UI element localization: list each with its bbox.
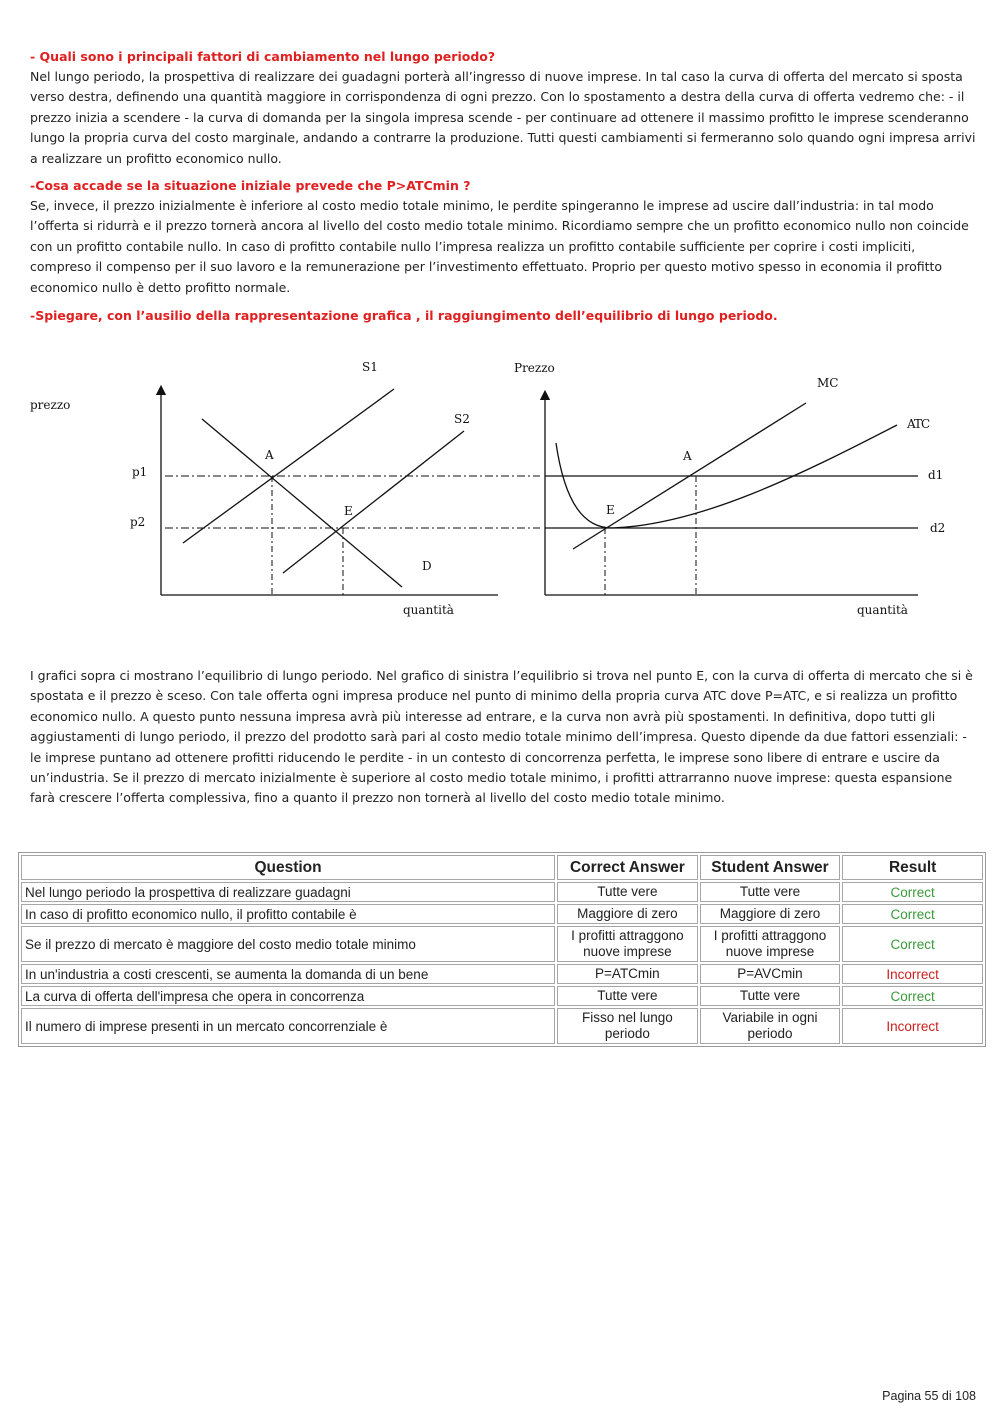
question-heading-2: -Cosa accade se la situazione iniziale prevede che P>ATCmin ? bbox=[30, 178, 471, 193]
cell-correct-answer: P=ATCmin bbox=[557, 964, 698, 984]
cell-result: Incorrect bbox=[842, 1008, 983, 1044]
section-initial-situation bbox=[30, 176, 978, 298]
market-x-label: quantità bbox=[403, 603, 454, 617]
cell-question: Nel lungo periodo la prospettiva di realizzare guadagni bbox=[21, 882, 555, 902]
section-graph-explanation bbox=[30, 306, 978, 326]
cell-result: Incorrect bbox=[842, 964, 983, 984]
header-question: Question bbox=[21, 855, 555, 880]
cell-student-answer: P=AVCmin bbox=[700, 964, 841, 984]
label-point-a-right: A bbox=[683, 449, 692, 463]
cell-student-answer: I profitti attraggono nuove imprese bbox=[700, 926, 841, 962]
cell-question: Il numero di imprese presenti in un mercato concorrenziale è bbox=[21, 1008, 555, 1044]
cell-result: Correct bbox=[842, 904, 983, 924]
cell-student-answer: Tutte vere bbox=[700, 882, 841, 902]
market-graph bbox=[30, 360, 540, 617]
supply-curve-s2 bbox=[283, 431, 464, 573]
label-point-a-left: A bbox=[265, 448, 274, 462]
supply-curve-s1 bbox=[183, 389, 394, 543]
market-y-label: prezzo bbox=[30, 398, 71, 412]
cell-student-answer: Variabile in ogni periodo bbox=[700, 1008, 841, 1044]
cell-student-answer: Tutte vere bbox=[700, 986, 841, 1006]
label-atc: ATC bbox=[907, 417, 930, 431]
question-heading-3: -Spiegare, con l’ausilio della rappresentazione grafica , il raggiungimento dell’equilibrio di lungo periodo. bbox=[30, 308, 778, 323]
label-p1: p1 bbox=[132, 465, 148, 479]
cell-correct-answer: I profitti attraggono nuove imprese bbox=[557, 926, 698, 962]
label-mc: MC bbox=[817, 376, 839, 390]
cell-student-answer: Maggiore di zero bbox=[700, 904, 841, 924]
equilibrium-graphs bbox=[0, 345, 1000, 625]
cell-question: La curva di offerta dell'impresa che opera in concorrenza bbox=[21, 986, 555, 1006]
table-row bbox=[21, 964, 983, 984]
cell-correct-answer: Tutte vere bbox=[557, 986, 698, 1006]
label-point-e-left: E bbox=[344, 504, 353, 518]
header-result: Result bbox=[842, 855, 983, 880]
quiz-results-table bbox=[18, 852, 986, 1047]
cell-result: Correct bbox=[842, 986, 983, 1006]
section-graph-commentary bbox=[30, 666, 978, 809]
firm-x-label: quantità bbox=[857, 603, 908, 617]
label-p2: p2 bbox=[130, 515, 146, 529]
answer-paragraph-2: Se, invece, il prezzo inizialmente è inferiore al costo medio totale minimo, le perdite spingeranno le imprese ad uscire dall’industria: in tal modo l’offerta si ridurrà e il prezzo tornerà ancora al livello del costo medio totale minimo. Ricordiamo sempre che un profitto economico nullo non coincide con un profitto contabile nullo. In caso di profitto contabile nullo l’impresa realizza un profitto contabile sufficiente per coprire i costi impliciti, compreso il compenso per il suo lavoro e la remunerazione per l’investimento effettuato. Proprio per questo motivo spesso in economia il profitto economico nullo è detto profitto normale. bbox=[30, 198, 969, 295]
label-s2: S2 bbox=[454, 412, 470, 426]
cell-question: In un'industria a costi crescenti, se aumenta la domanda di un bene bbox=[21, 964, 555, 984]
cell-correct-answer: Tutte vere bbox=[557, 882, 698, 902]
cell-result: Correct bbox=[842, 882, 983, 902]
question-heading-1: - Quali sono i principali fattori di cambiamento nel lungo periodo? bbox=[30, 49, 496, 64]
answer-paragraph-1: Nel lungo periodo, la prospettiva di realizzare dei guadagni porterà all’ingresso di nuove imprese. In tal caso la curva di offerta del mercato si sposta verso destra, definendo una quantità maggiore in corrispondenza di ogni prezzo. Con lo spostamento a destra della curva di offerta vedremo che: - il prezzo inizia a scendere - la curva di domanda per la singola impresa scende - per continuare ad ottenere il massimo profitto le imprese scenderanno lungo la propria curva del costo marginale, andando a contrarre la produzione. Tutti questi cambiamenti si fermeranno solo quando ogni impresa arrivi a realizzare un profitto economico nullo. bbox=[30, 69, 976, 166]
label-d: D bbox=[422, 559, 432, 573]
table-row bbox=[21, 904, 983, 924]
cell-question: Se il prezzo di mercato è maggiore del costo medio totale minimo bbox=[21, 926, 555, 962]
cell-result: Correct bbox=[842, 926, 983, 962]
label-d1: d1 bbox=[928, 468, 944, 482]
table-row bbox=[21, 926, 983, 962]
page-number: Pagina 55 di 108 bbox=[882, 1389, 976, 1403]
quiz-header-row bbox=[21, 855, 983, 880]
cell-correct-answer: Fisso nel lungo periodo bbox=[557, 1008, 698, 1044]
label-d2: d2 bbox=[930, 521, 946, 535]
answer-paragraph-3: I grafici sopra ci mostrano l’equilibrio di lungo periodo. Nel grafico di sinistra l’equilibrio si trova nel punto E, con la curva di offerta di mercato che si è spostata e il prezzo è sceso. Con tale offerta ogni impresa produce nel punto di minimo della propria curva ATC dove P=ATC, e si realizza un profitto economico nullo. A questo punto nessuna impresa avrà più interesse ad entrare, e la curva non avrà più spostamenti. In definitiva, dopo tutti gli aggiustamenti di lungo periodo, il prezzo del prodotto sarà pari al costo medio totale minimo dell’impresa. Questo dipende da due fattori essenziali: - le imprese puntano ad ottenere profitti riducendo le perdite - in un contesto di concorrenza perfetta, le imprese sono libere di entrare e uscire da un’industria. Se il prezzo di mercato inizialmente è superiore al costo medio totale minimo, i profitti attrarranno nuove imprese: questa espansione farà crescere l’offerta complessiva, fino a quanto il prezzo non tornerà al livello del costo medio totale minimo. bbox=[30, 668, 973, 806]
cell-question: In caso di profitto economico nullo, il profitto contabile è bbox=[21, 904, 555, 924]
table-row bbox=[21, 986, 983, 1006]
cell-correct-answer: Maggiore di zero bbox=[557, 904, 698, 924]
firm-graph bbox=[514, 361, 945, 617]
label-s1: S1 bbox=[362, 360, 378, 374]
section-long-run-factors bbox=[30, 47, 978, 169]
firm-y-label: Prezzo bbox=[514, 361, 555, 375]
header-correct-answer: Correct Answer bbox=[557, 855, 698, 880]
table-row bbox=[21, 1008, 983, 1044]
label-point-e-right: E bbox=[606, 503, 615, 517]
header-student-answer: Student Answer bbox=[700, 855, 841, 880]
table-row bbox=[21, 882, 983, 902]
